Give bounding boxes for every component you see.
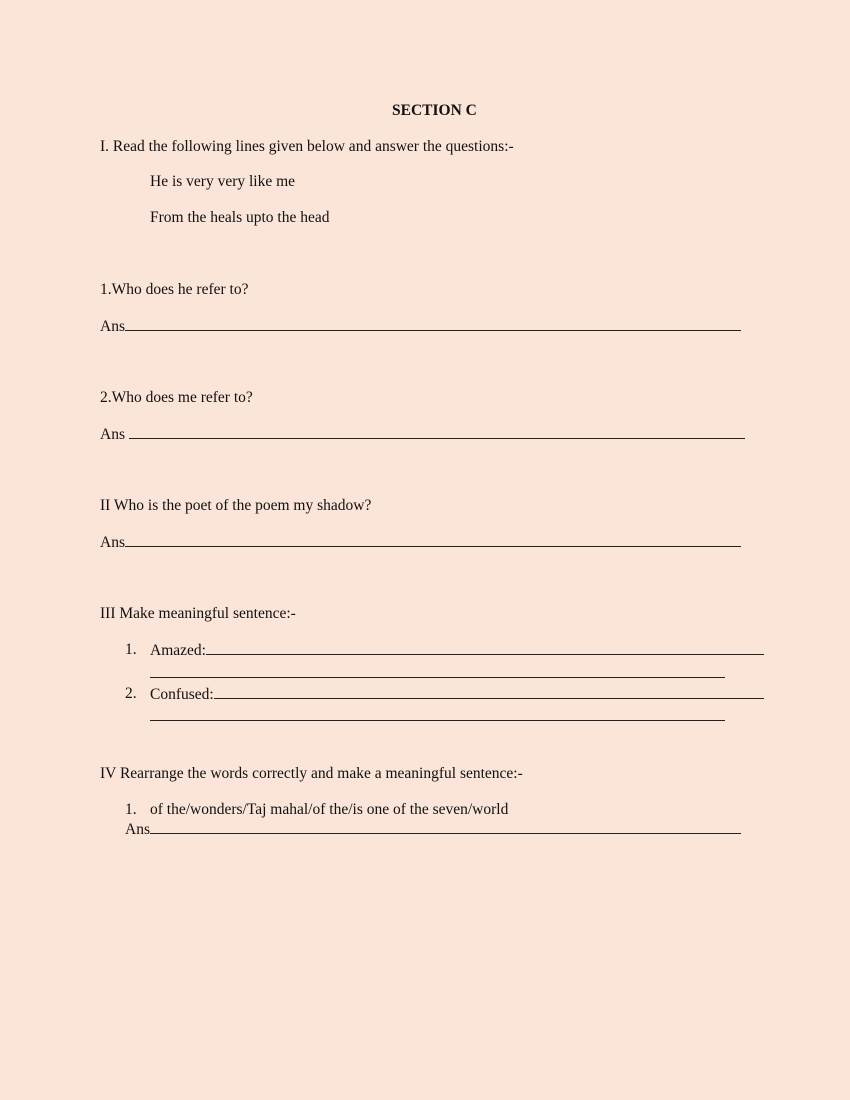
question-2-heading: II Who is the poet of the poem my shadow? bbox=[100, 497, 372, 514]
poem-line: From the heals upto the head bbox=[150, 209, 330, 226]
sentence-item-row bbox=[150, 641, 764, 660]
sentence-blank[interactable] bbox=[206, 641, 764, 655]
sentence-blank[interactable] bbox=[214, 685, 764, 699]
sentence-word: Confused: bbox=[150, 686, 214, 703]
rearrange-item-number: 1. bbox=[125, 801, 137, 818]
sentence-word: Amazed: bbox=[150, 642, 206, 659]
answer-row bbox=[100, 317, 741, 336]
question-3-heading: III Make meaningful sentence:- bbox=[100, 605, 296, 622]
answer-row bbox=[125, 820, 741, 839]
answer-row bbox=[100, 425, 745, 444]
question-4-heading: IV Rearrange the words correctly and make a meaningful sentence:- bbox=[100, 765, 523, 782]
answer-blank[interactable] bbox=[129, 425, 745, 439]
answer-blank[interactable] bbox=[150, 820, 741, 834]
answer-blank[interactable] bbox=[125, 533, 741, 547]
sentence-item-number: 2. bbox=[125, 685, 137, 702]
sentence-blank-line[interactable] bbox=[150, 720, 725, 721]
question-1-1: 1.Who does he refer to? bbox=[100, 281, 249, 298]
section-title: SECTION C bbox=[392, 102, 477, 119]
sentence-item-number: 1. bbox=[125, 641, 137, 658]
answer-label: Ans bbox=[100, 426, 125, 443]
question-1-2: 2.Who does me refer to? bbox=[100, 389, 253, 406]
answer-blank[interactable] bbox=[125, 317, 741, 331]
question-1-heading: I. Read the following lines given below and answer the questions:- bbox=[100, 138, 514, 155]
poem-line: He is very very like me bbox=[150, 173, 296, 190]
sentence-blank-line[interactable] bbox=[150, 677, 725, 678]
sentence-item-row bbox=[150, 685, 764, 704]
answer-label: Ans bbox=[100, 318, 125, 335]
answer-row bbox=[100, 533, 741, 552]
answer-label: Ans bbox=[125, 821, 150, 838]
answer-label: Ans bbox=[100, 534, 125, 551]
rearrange-item-text: of the/wonders/Taj mahal/of the/is one of the seven/world bbox=[150, 801, 509, 818]
